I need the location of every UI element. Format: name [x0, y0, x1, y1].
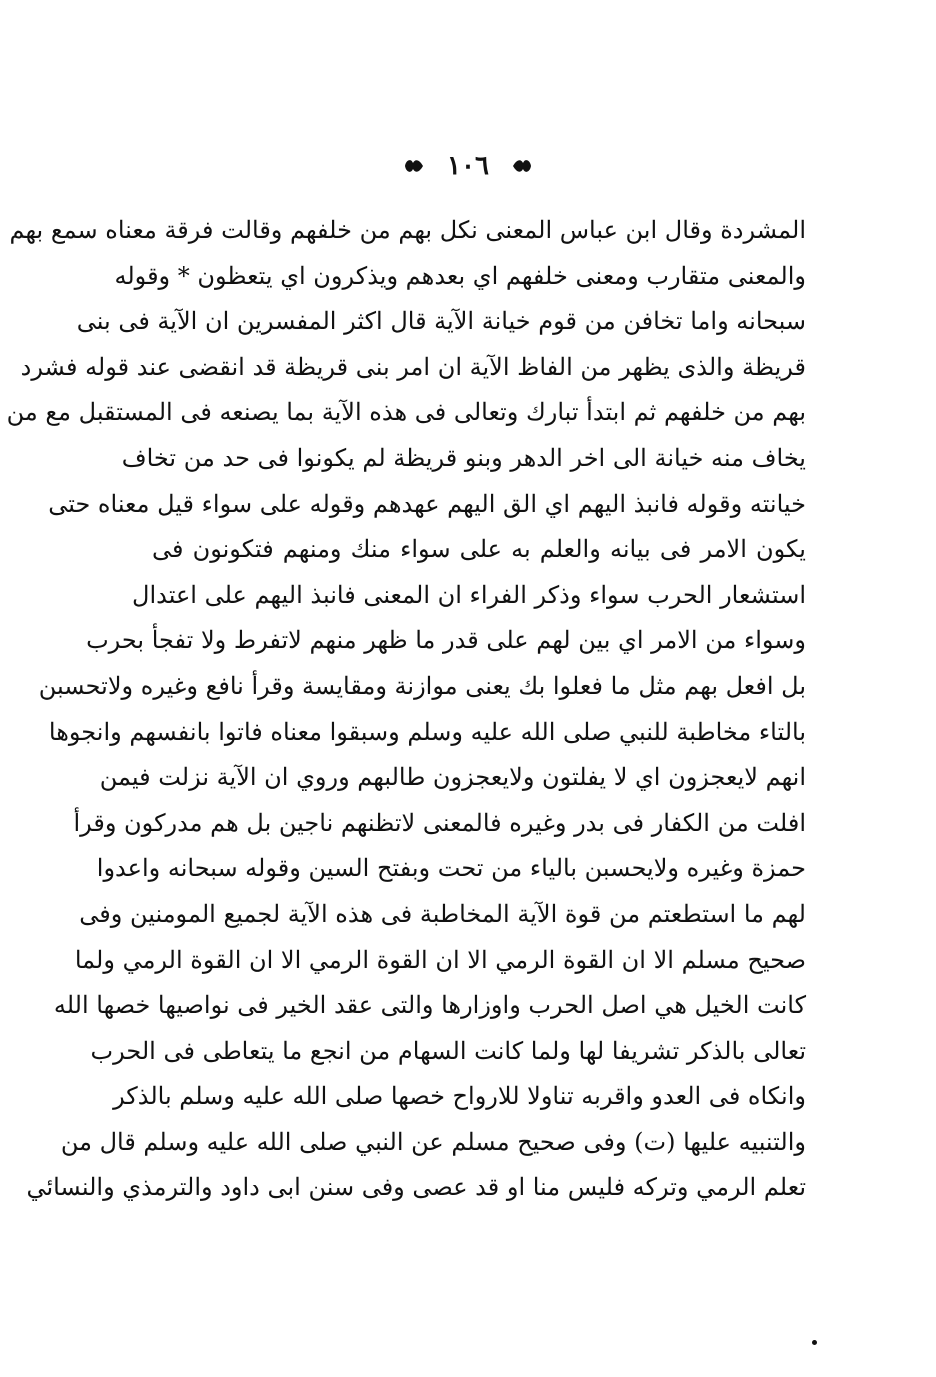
text-line: بالتاء مخاطبة للنبي صلى الله عليه وسلم وسبقوا معناه فاتوا بانفسهم وانجوها: [48, 717, 806, 746]
fleuron-icon: [403, 155, 425, 177]
text-line: حمزة وغيره ولايحسبن بالياء من تحت وبفتح السين وقوله سبحانه واعدوا: [96, 854, 806, 883]
ink-dot: [812, 1340, 817, 1345]
text-line: تعالى بالذكر تشريفا لها ولما كانت السهام من انجع ما يتعاطى فى الحرب: [90, 1036, 806, 1065]
text-line: لهم ما استطعتم من قوة الآية المخاطبة فى هذه الآية لجميع المومنين وفى: [79, 899, 806, 928]
page-number: ١٠٦: [447, 151, 489, 181]
body-text: [6, 208, 806, 1211]
text-line: وسواء من الامر اي بين لهم على قدر ما ظهر منهم لاتفرط ولا تفجأ بحرب: [86, 626, 806, 655]
text-line: كانت الخيل هي اصل الحرب واوزارها والتى عقد الخير فى نواصيها خصها الله: [53, 991, 806, 1020]
text-line: سبحانه واما تخافن من قوم خيانة الآية قال اكثر المفسرين ان الآية فى بنى: [76, 307, 806, 336]
text-line: يخاف منه خيانة الى اخر الدهر وبنو قريظة لم يكونوا فى حد من تخاف: [121, 443, 806, 472]
text-line: والمعنى متقارب ومعنى خلفهم اي بعدهم ويذكرون اي يتعظون * وقوله: [114, 261, 806, 290]
text-line: خيانته وقوله فانبذ اليهم اي الق اليهم عهدهم وقوله على سواء قيل معناه حتى: [48, 489, 806, 518]
text-line: وانكاه فى العدو واقربه تناولا للارواح خصها صلى الله عليه وسلم بالذكر: [113, 1082, 806, 1111]
text-line: صحيح مسلم الا ان القوة الرمي الا ان القوة الرمي الا ان القوة الرمي ولما: [74, 945, 806, 974]
fleuron-icon: [511, 155, 533, 177]
text-line: والتنبيه عليها (ت) وفى صحيح مسلم عن النبي صلى الله عليه وسلم قال من: [60, 1127, 806, 1156]
text-line: انهم لايعجزون اي لا يفلتون ولايعجزون طالبهم وروي ان الآية نزلت فيمن: [99, 763, 806, 792]
text-line: قريظة والذى يظهر من الفاظ الآية ان امر بنى قريظة قد انقضى عند قوله فشرد: [20, 352, 806, 381]
text-line: تعلم الرمي وتركه فليس منا او قد عصى وفى سنن ابى داود والترمذي والنسائي: [26, 1173, 806, 1202]
text-line: المشردة وقال ابن عباس المعنى نكل بهم من خلفهم وقالت فرقة معناه سمع بهم: [9, 216, 806, 244]
text-line: استشعار الحرب سواء وذكر الفراء ان المعنى فانبذ اليهم على اعتدال: [132, 580, 806, 609]
page-header: [0, 146, 936, 186]
text-line: بل افعل بهم مثل ما فعلوا بك يعنى موازنة ومقايسة وقرأ نافع وغيره ولاتحسبن: [38, 671, 806, 700]
text-line: يكون الامر فى بيانه والعلم به على سواء منك ومنهم فتكونون فى: [152, 535, 806, 564]
text-line: افلت من الكفار فى بدر وغيره فالمعنى لاتظنهم ناجين بل هم مدركون وقرأ: [73, 808, 806, 837]
text-line: بهم من خلفهم ثم ابتدأ تبارك وتعالى فى هذه الآية بما يصنعه فى المستقبل مع من: [6, 398, 806, 427]
